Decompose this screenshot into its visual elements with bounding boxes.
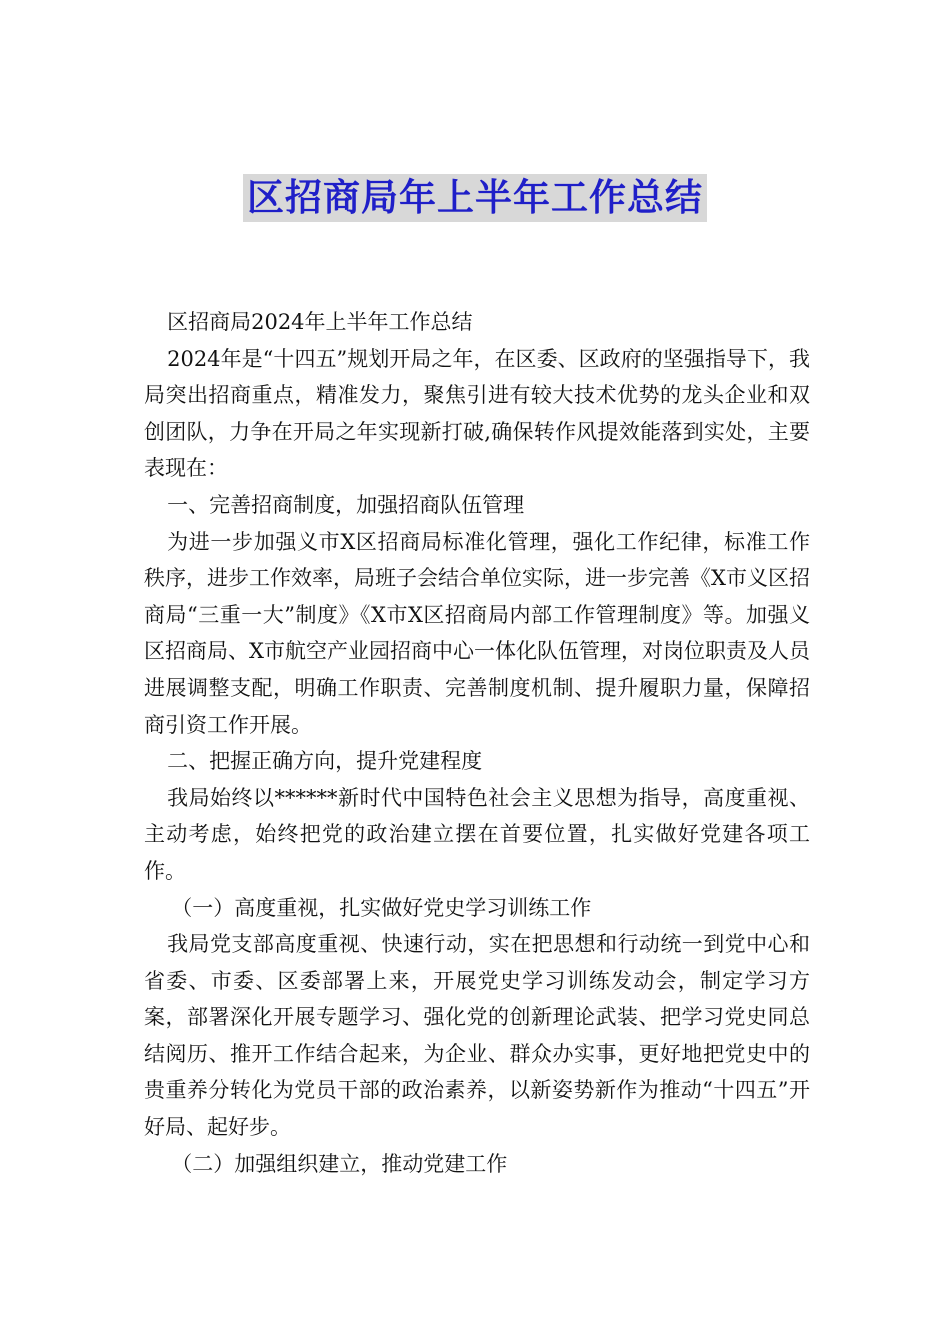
body-paragraph-intro-title: 区招商局2024年上半年工作总结 [167, 310, 473, 334]
body-paragraph: 我局始终以******新时代中国特色社会主义思想为指导，高度重视、主动考虑，始终把党的政治建立摆在首要位置，扎实做好党建各项工作。 [144, 785, 810, 883]
body-paragraph: 2024年是“十四五”规划开局之年，在区委、区政府的坚强指导下，我局突出招商重点，精准发力，聚焦引进有较大技术优势的龙头企业和双创团队，力争在开局之年实现新打破,确保转作风提效能落到实处，主要表现在： [144, 346, 810, 481]
title-block [0, 174, 950, 222]
document-title: 区招商局年上半年工作总结 [243, 174, 707, 222]
subsection-heading-2: （二）加强组织建立，推动党建工作 [171, 1151, 508, 1176]
body-paragraph: 为进一步加强义市X区招商局标准化管理，强化工作纪律，标准工作秩序，进步工作效率，局班子会结合单位实际，进一步完善《X市义区招商局“三重一大”制度》《X市X区招商局内部工作管理制度》等。加强义区招商局、X市航空产业园招商中心一体化队伍管理，对岗位职责及人员进展调整支配，明确工作职责、完善制度机制、提升履职力量，保障招商引资工作开展。 [144, 529, 810, 737]
section-heading-2: 二、把握正确方向，提升党建程度 [167, 749, 483, 774]
document-body [144, 304, 810, 1182]
section-heading-1: 一、完善招商制度，加强招商队伍管理 [167, 492, 525, 517]
body-paragraph: 我局党支部高度重视、快速行动，实在把思想和行动统一到党中心和省委、市委、区委部署上来，开展党史学习训练发动会，制定学习方案，部署深化开展专题学习、强化党的创新理论武装、把学习党史同总结阅历、推开工作结合起来，为企业、群众办实事，更好地把党史中的贵重养分转化为党员干部的政治素养，以新姿势新作为推动“十四五”开好局、起好步。 [144, 932, 810, 1140]
subsection-heading-1: （一）高度重视，扎实做好党史学习训练工作 [171, 895, 592, 920]
